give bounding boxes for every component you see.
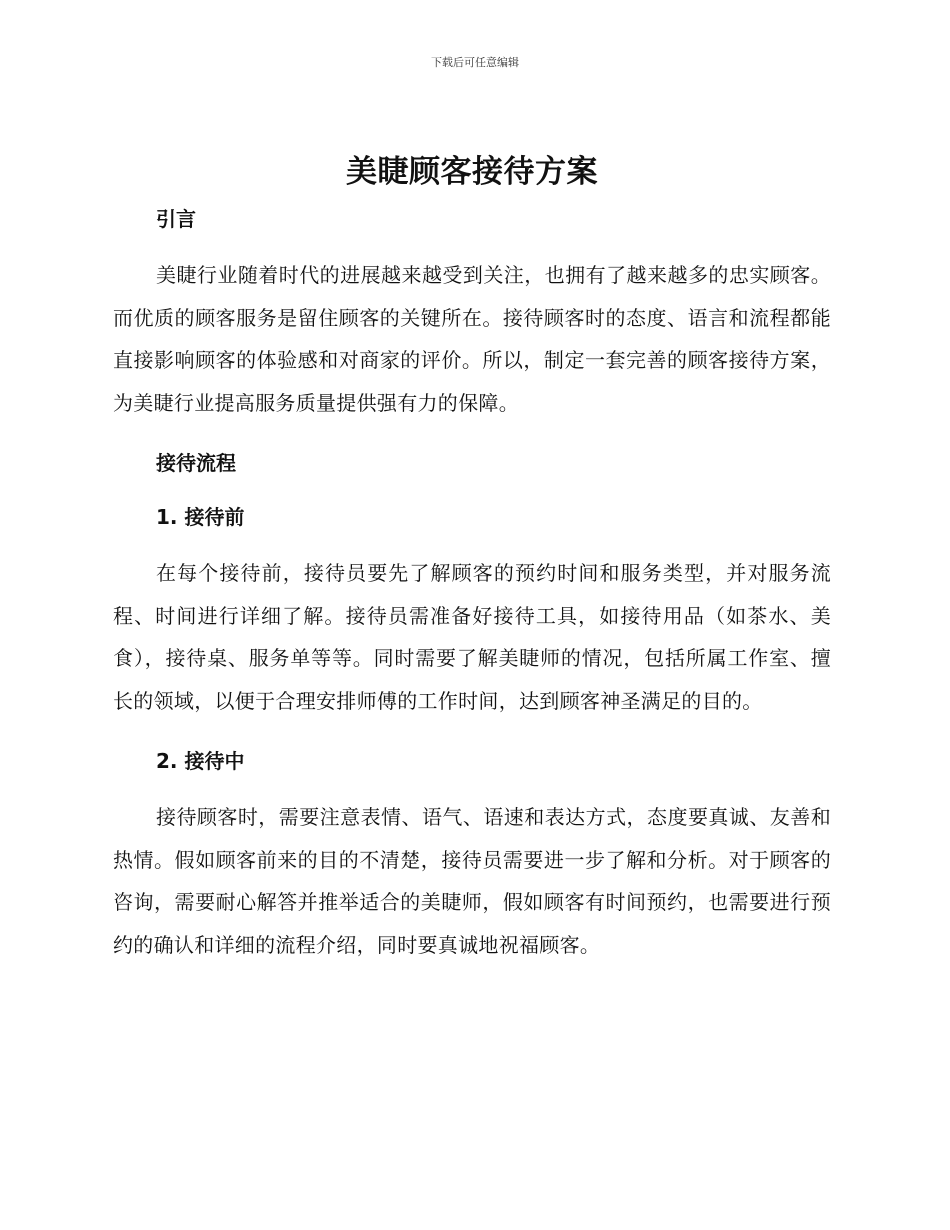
flow-heading: 接待流程 (156, 451, 236, 475)
intro-heading: 引言 (156, 207, 196, 231)
document-body (113, 148, 831, 966)
during-reception-heading: 2. 接待中 (156, 749, 245, 773)
document-title: 美睫顾客接待方案 (346, 154, 598, 190)
during-reception-paragraph: 接待顾客时，需要注意表情、语气、语速和表达方式，态度要真诚、友善和热情。假如顾客前来的目的不清楚，接待员需要进一步了解和分析。对于顾客的咨询，需要耐心解答并推举适合的美睫师，假如顾客有时间预约，也需要进行预约的确认和详细的流程介绍，同时要真诚地祝福顾客。 (113, 805, 831, 957)
header-note: 下载后可任意编辑 (431, 56, 519, 69)
before-reception-paragraph: 在每个接待前，接待员要先了解顾客的预约时间和服务类型，并对服务流程、时间进行详细了解。接待员需准备好接待工具，如接待用品（如茶水、美食），接待桌、服务单等等。同时需要了解美睫师的情况，包括所属工作室、擅长的领域，以便于合理安排师傅的工作时间，达到顾客神圣满足的目的。 (113, 561, 831, 713)
intro-paragraph: 美睫行业随着时代的进展越来越受到关注，也拥有了越来越多的忠实顾客。而优质的顾客服务是留住顾客的关键所在。接待顾客时的态度、语言和流程都能直接影响顾客的体验感和对商家的评价。所以，制定一套完善的顾客接待方案，为美睫行业提高服务质量提供强有力的保障。 (113, 263, 831, 415)
before-reception-heading: 1. 接待前 (156, 505, 245, 529)
